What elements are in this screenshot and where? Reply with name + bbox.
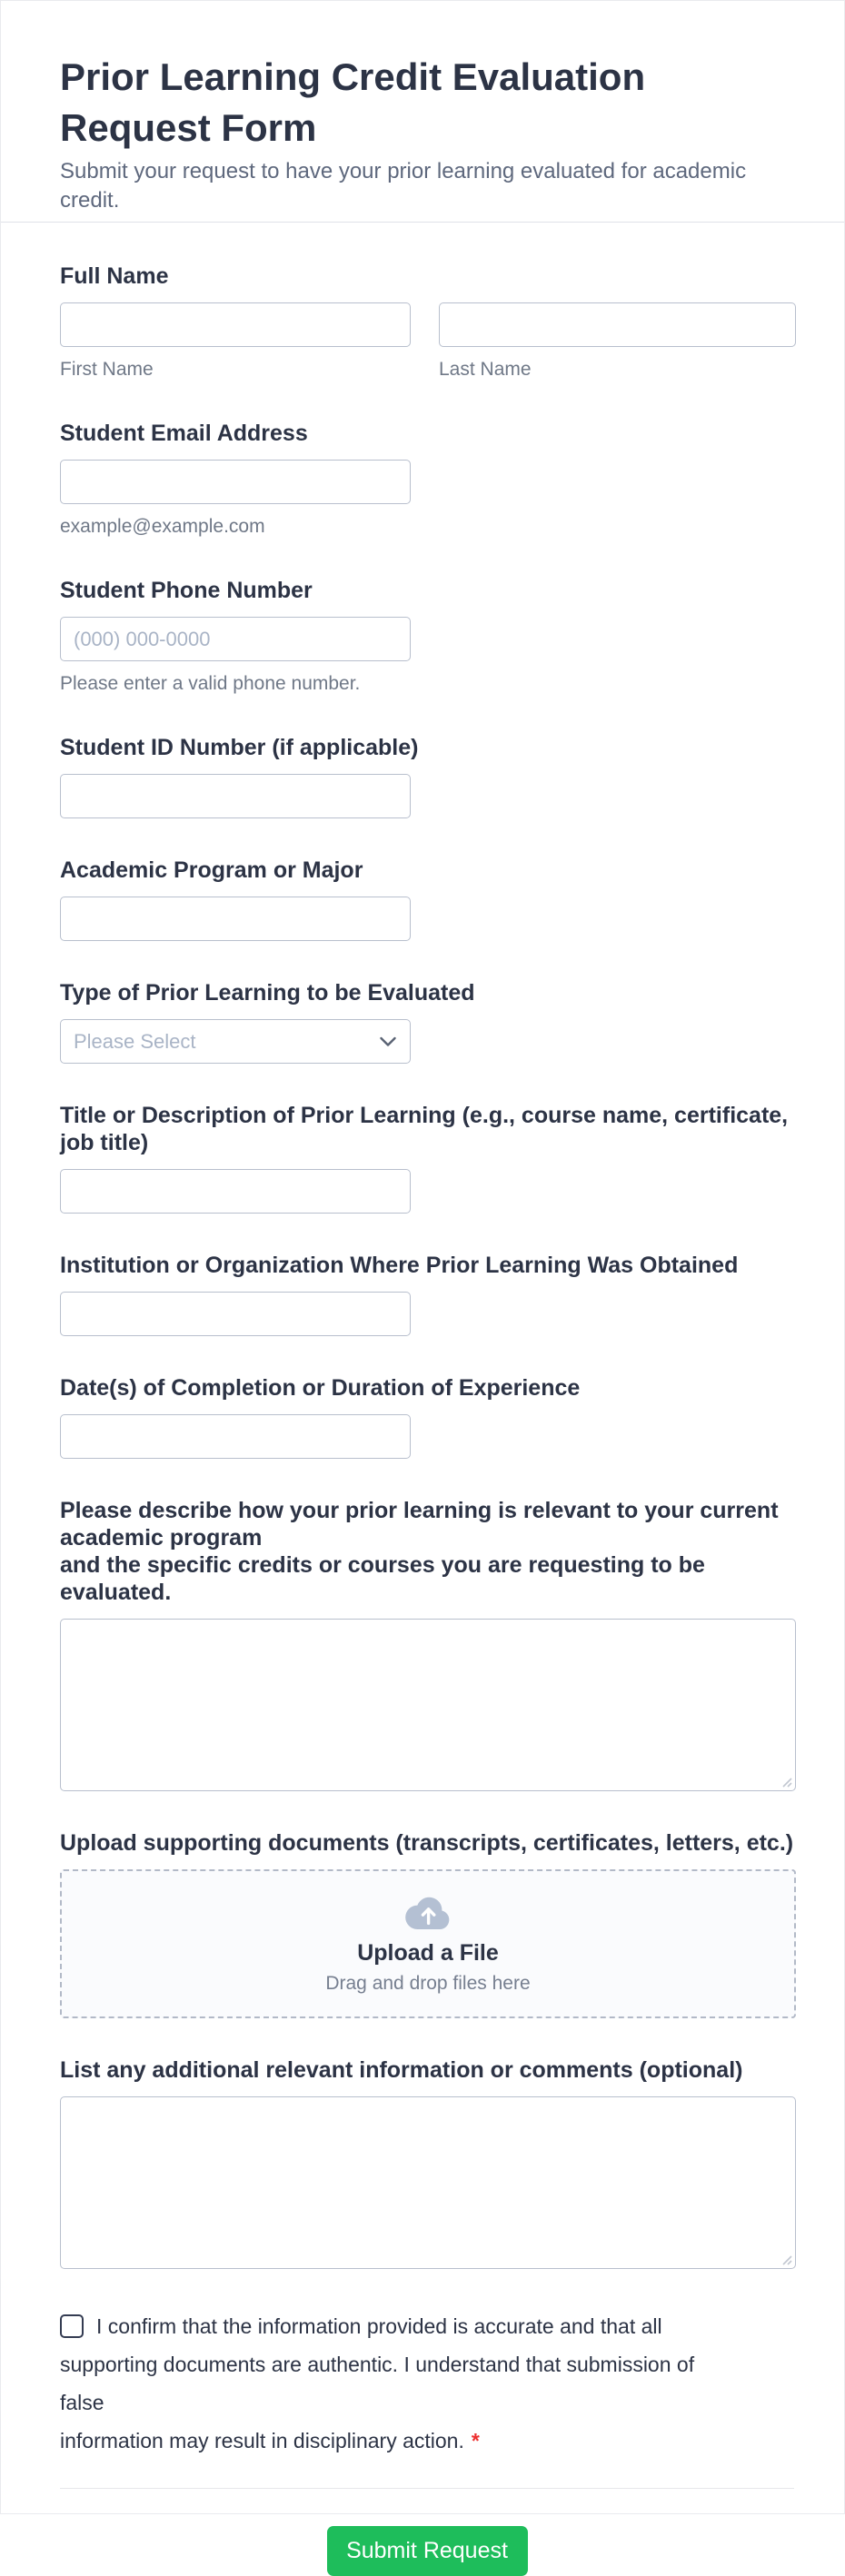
question-email xyxy=(60,420,794,539)
page-title: Prior Learning Credit Evaluation Request Form xyxy=(60,55,646,149)
question-full-name xyxy=(60,263,794,381)
required-asterisk: * xyxy=(471,2429,480,2452)
chevron-down-icon xyxy=(380,1036,396,1046)
program-label: Academic Program or Major xyxy=(60,857,363,883)
comments-label: List any additional relevant information or comments (optional) xyxy=(60,2057,743,2083)
last-name-input[interactable] xyxy=(439,302,796,347)
confirmation-checkbox[interactable] xyxy=(60,2314,84,2338)
question-phone xyxy=(60,577,794,696)
confirmation-text-line2: supporting documents are authentic. I understand that submission of false xyxy=(60,2353,695,2414)
cloud-upload-icon xyxy=(404,1894,452,1932)
email-label: Student Email Address xyxy=(60,421,308,446)
comments-textarea[interactable] xyxy=(60,2096,796,2269)
institution-label: Institution or Organization Where Prior Learning Was Obtained xyxy=(60,1253,739,1278)
question-relevance xyxy=(60,1497,794,1791)
dates-input[interactable] xyxy=(60,1414,411,1459)
program-input[interactable] xyxy=(60,897,411,941)
relevance-textarea[interactable] xyxy=(60,1619,796,1791)
question-comments xyxy=(60,2056,794,2269)
learning-type-label: Type of Prior Learning to be Evaluated xyxy=(60,980,475,1006)
confirmation-text-line3: information may result in disciplinary action. xyxy=(60,2429,464,2452)
last-name-col xyxy=(439,302,796,381)
student-id-label: Student ID Number (if applicable) xyxy=(60,735,419,760)
question-learning-type xyxy=(60,979,794,1064)
phone-helper-text: Please enter a valid phone number. xyxy=(60,673,361,694)
resize-handle-icon[interactable] xyxy=(778,1773,792,1788)
last-name-sublabel: Last Name xyxy=(439,359,532,380)
page-subtitle: Submit your request to have your prior learning evaluated for academic credit. xyxy=(60,159,747,213)
submit-request-button[interactable]: Submit Request xyxy=(327,2526,528,2576)
resize-handle-icon[interactable] xyxy=(778,2251,792,2265)
relevance-label-line1: Please describe how your prior learning is relevant to your current academic program xyxy=(60,1498,779,1551)
question-upload xyxy=(60,1829,794,2018)
learning-type-select[interactable]: Please Select xyxy=(60,1019,411,1064)
relevance-textarea-wrap xyxy=(60,1619,796,1791)
dates-label: Date(s) of Completion or Duration of Experience xyxy=(60,1375,581,1401)
email-sublabel: example@example.com xyxy=(60,516,265,537)
first-name-input[interactable] xyxy=(60,302,411,347)
confirmation-text-line1: I confirm that the information provided is accurate and that all xyxy=(96,2314,662,2338)
upload-label: Upload supporting documents (transcripts, certificates, letters, etc.) xyxy=(60,1830,794,1856)
question-student-id xyxy=(60,734,794,818)
question-institution xyxy=(60,1252,794,1336)
learning-title-input[interactable] xyxy=(60,1169,411,1214)
learning-title-label: Title or Description of Prior Learning (e.g., course name, certificate, job title) xyxy=(60,1103,789,1155)
phone-input[interactable] xyxy=(60,617,411,661)
student-id-input[interactable] xyxy=(60,774,411,818)
form-body xyxy=(1,223,844,2576)
institution-input[interactable] xyxy=(60,1292,411,1336)
relevance-label xyxy=(60,1497,794,1606)
phone-label: Student Phone Number xyxy=(60,578,313,603)
comments-textarea-wrap xyxy=(60,2096,796,2269)
upload-button-text: Upload a File xyxy=(357,1939,499,1966)
form-header xyxy=(1,1,844,223)
question-learning-title xyxy=(60,1102,794,1214)
relevance-label-line2: and the specific credits or courses you are requesting to be evaluated. xyxy=(60,1552,705,1605)
full-name-label: Full Name xyxy=(60,263,169,289)
submit-section xyxy=(60,2488,794,2576)
upload-hint-text: Drag and drop files here xyxy=(325,1972,531,1994)
confirmation-block xyxy=(60,2307,732,2460)
question-dates xyxy=(60,1374,794,1459)
email-input[interactable] xyxy=(60,460,411,504)
name-row xyxy=(60,302,796,381)
question-confirmation xyxy=(60,2307,794,2460)
file-dropzone[interactable] xyxy=(60,1869,796,2018)
first-name-sublabel: First Name xyxy=(60,359,154,380)
learning-type-select-wrap xyxy=(60,1019,411,1064)
question-program xyxy=(60,857,794,941)
first-name-col xyxy=(60,302,411,381)
